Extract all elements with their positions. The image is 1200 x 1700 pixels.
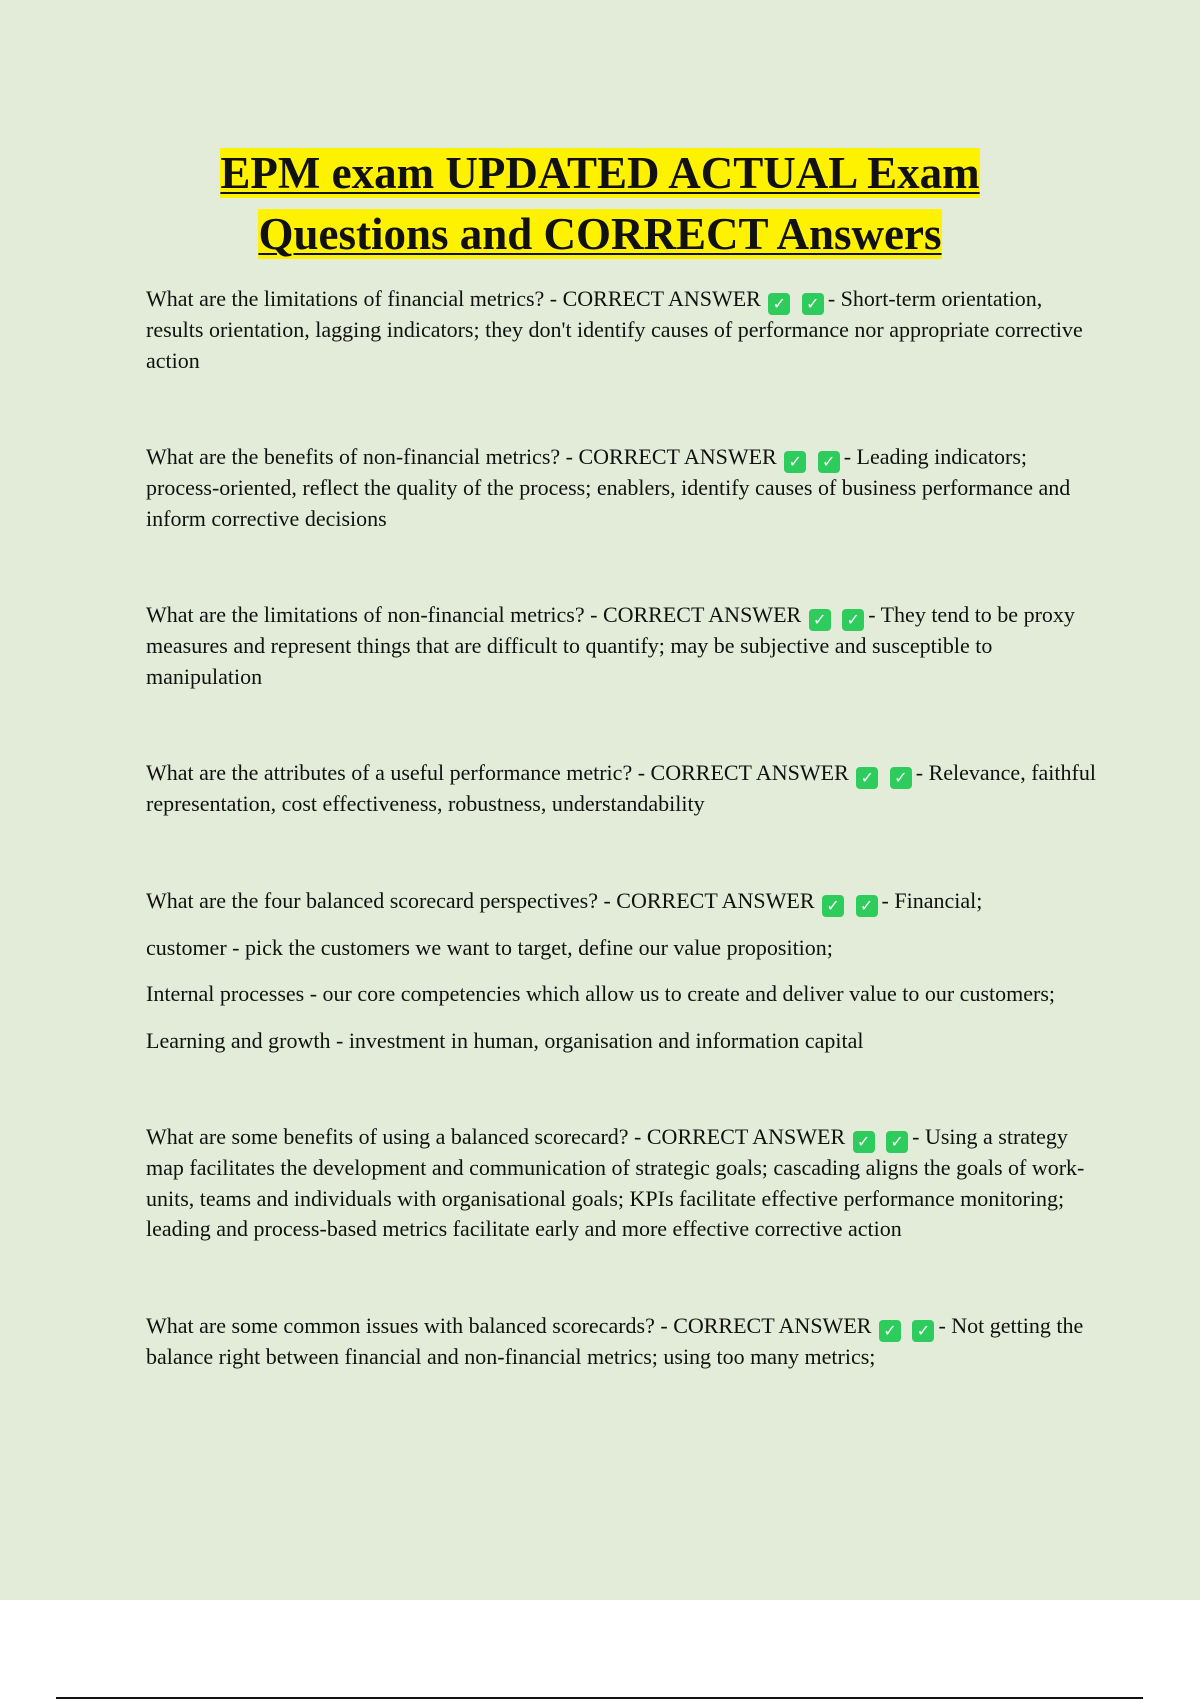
question-text: What are some common issues with balanced scorecards? - CORRECT ANSWER <box>146 1312 872 1338</box>
qa-item <box>146 1122 1096 1245</box>
qa-item <box>146 284 1096 376</box>
checkmark-icon: ✓ <box>853 1131 875 1153</box>
qa-paragraph <box>146 1122 1096 1245</box>
qa-item <box>146 600 1096 692</box>
answer-text: - Not getting the balance right between financial and non-financial metrics; using too many metrics; <box>146 1312 1084 1369</box>
checkmark-icon: ✓ <box>818 451 840 473</box>
answer-text: - Relevance, faithful representation, cost effectiveness, robustness, understandability <box>146 760 1096 816</box>
checkmark-icon: ✓ <box>890 767 912 789</box>
checkmark-icon: ✓ <box>768 293 790 315</box>
qa-paragraph <box>146 886 1096 917</box>
qa-item <box>146 1311 1096 1373</box>
qa-paragraph <box>146 758 1096 820</box>
qa-list <box>146 284 1096 1372</box>
answer-continuation: Learning and growth - investment in human, organisation and information capital <box>146 1027 864 1053</box>
question-text: What are the benefits of non-financial metrics? - CORRECT ANSWER <box>146 444 777 469</box>
checkmark-icon: ✓ <box>842 609 864 631</box>
qa-item <box>146 886 1096 1057</box>
answer-text: - Using a strategy map facilitates the development and communication of strategic goals; cascading aligns the goals of work-units, teams and individuals with organisational goals; KPIs facilitate effective performance monitoring; leading and process-based metrics facilitate early and more effective corrective action <box>146 1124 1085 1241</box>
checkmark-icon: ✓ <box>822 895 844 917</box>
footer-divider <box>56 1697 1143 1699</box>
qa-paragraph <box>146 442 1096 534</box>
title-line-2: Questions and CORRECT Answers <box>258 209 942 259</box>
question-text: What are some benefits of using a balanced scorecard? - CORRECT ANSWER <box>146 1124 846 1149</box>
answer-continuation: customer - pick the customers we want to target, define our value proposition; <box>146 934 833 960</box>
checkmark-icon: ✓ <box>784 451 806 473</box>
qa-paragraph <box>146 284 1096 376</box>
qa-item <box>146 442 1096 534</box>
checkmark-icon: ✓ <box>802 293 824 315</box>
answer-text: - Financial; <box>881 887 983 913</box>
question-text: What are the attributes of a useful performance metric? - CORRECT ANSWER <box>146 760 849 785</box>
checkmark-icon: ✓ <box>809 609 831 631</box>
question-text: What are the limitations of non-financial metrics? - CORRECT ANSWER <box>146 602 802 627</box>
question-text: What are the limitations of financial metrics? - CORRECT ANSWER <box>146 286 761 311</box>
document-title <box>0 143 1200 265</box>
checkmark-icon: ✓ <box>879 1320 901 1342</box>
checkmark-icon: ✓ <box>856 895 878 917</box>
title-line-1: EPM exam UPDATED ACTUAL Exam <box>220 148 980 198</box>
qa-paragraph <box>146 1311 1096 1373</box>
checkmark-icon: ✓ <box>856 767 878 789</box>
answer-text: - Leading indicators; process-oriented, reflect the quality of the process; enablers, identify causes of business performance and inform corrective decisions <box>146 444 1071 531</box>
checkmark-icon: ✓ <box>886 1131 908 1153</box>
answer-continuation: Internal processes - our core competencies which allow us to create and deliver value to our customers; <box>146 981 1055 1006</box>
answer-text: - They tend to be proxy measures and represent things that are difficult to quantify; may be subjective and susceptible to manipulation <box>146 602 1075 689</box>
answer-text: - Short-term orientation, results orientation, lagging indicators; they don't identify causes of performance nor appropriate corrective action <box>146 286 1083 373</box>
checkmark-icon: ✓ <box>912 1320 934 1342</box>
qa-paragraph <box>146 600 1096 692</box>
question-text: What are the four balanced scorecard perspectives? - CORRECT ANSWER <box>146 887 815 913</box>
qa-item <box>146 758 1096 820</box>
